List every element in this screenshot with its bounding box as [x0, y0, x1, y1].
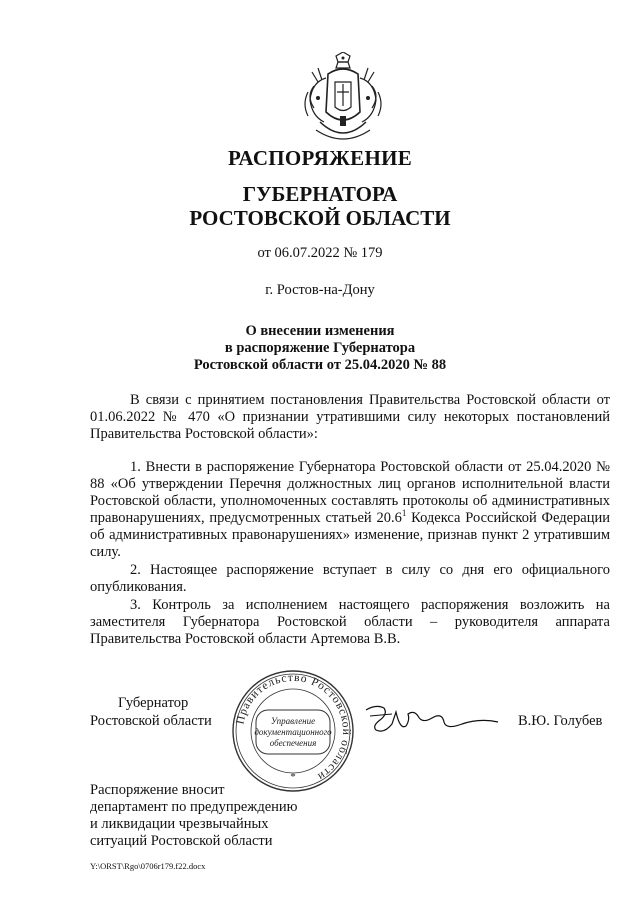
- item-1-text-a: 1. Внести в распоряжение Губернатора Ростовской области от 25.04.2020 № 88 «Об утверждении Перечня должностных лиц органов исполнительной власти Ростовской области, уполномоченных составлять протоколы об административных правонарушениях, предусмотренных статьей 20.6: [90, 459, 610, 526]
- stamp-inner-line-2: документационного: [254, 727, 332, 737]
- stamp-star: *: [290, 771, 296, 783]
- article-superscript: 1: [401, 508, 407, 519]
- city-line: г. Ростов-на-Дону: [265, 282, 375, 298]
- item-1-text-b: Кодекса Российской Федерации об административных правонарушениях» изменение, признав пункт 2 утратившим силу.: [90, 510, 611, 560]
- date-and-number: от 06.07.2022 № 179: [257, 245, 383, 261]
- coat-of-arms-emblem-icon: [298, 52, 388, 148]
- footer-line-2: департамент по предупреждению: [90, 799, 298, 815]
- handwritten-signature-icon: [362, 700, 502, 740]
- issuer-line-2: РОСТОВСКОЙ ОБЛАСТИ: [189, 206, 451, 230]
- footer-line-4: ситуаций Ростовской области: [90, 833, 273, 849]
- item-2-paragraph: 2. Настоящее распоряжение вступает в силу со дня его официального опубликования.: [90, 562, 610, 595]
- signatory-name: В.Ю. Голубев: [518, 713, 603, 729]
- subject-line-3: Ростовской области от 25.04.2020 № 88: [193, 357, 447, 373]
- item-1-paragraph: [90, 459, 610, 561]
- preamble-paragraph: В связи с принятием постановления Правительства Ростовской области от 01.06.2022 № 470 «О признании утратившими силу некоторых постановлений Правительства Ростовской области»:: [90, 392, 610, 442]
- signatory-position-line-1: Губернатор: [118, 695, 189, 711]
- official-round-stamp-icon: [230, 668, 356, 794]
- item-3-paragraph: 3. Контроль за исполнением настоящего распоряжения возложить на заместителя Губернатора Ростовской области – руководителя аппарата Правительства Ростовской области Артемова В.В.: [90, 597, 610, 647]
- footer-line-3: и ликвидации чрезвычайных: [90, 816, 269, 832]
- document-type-title: РАСПОРЯЖЕНИЕ: [227, 146, 413, 170]
- subject-line-1: О внесении изменения: [245, 323, 395, 339]
- signatory-position-line-2: Ростовской области: [90, 713, 212, 729]
- issuer-line-1: ГУБЕРНАТОРА: [242, 182, 398, 206]
- footer-line-1: Распоряжение вносит: [90, 782, 225, 798]
- document-file-path: Y:\ORST\Rgo\0706r179.f22.docx: [90, 861, 206, 871]
- stamp-outer-text: Правительство Ростовской области: [234, 671, 353, 783]
- subject-line-2: в распоряжение Губернатора: [224, 340, 416, 356]
- stamp-inner-line-3: обеспечения: [269, 738, 317, 748]
- stamp-inner-line-1: Управление: [270, 716, 316, 726]
